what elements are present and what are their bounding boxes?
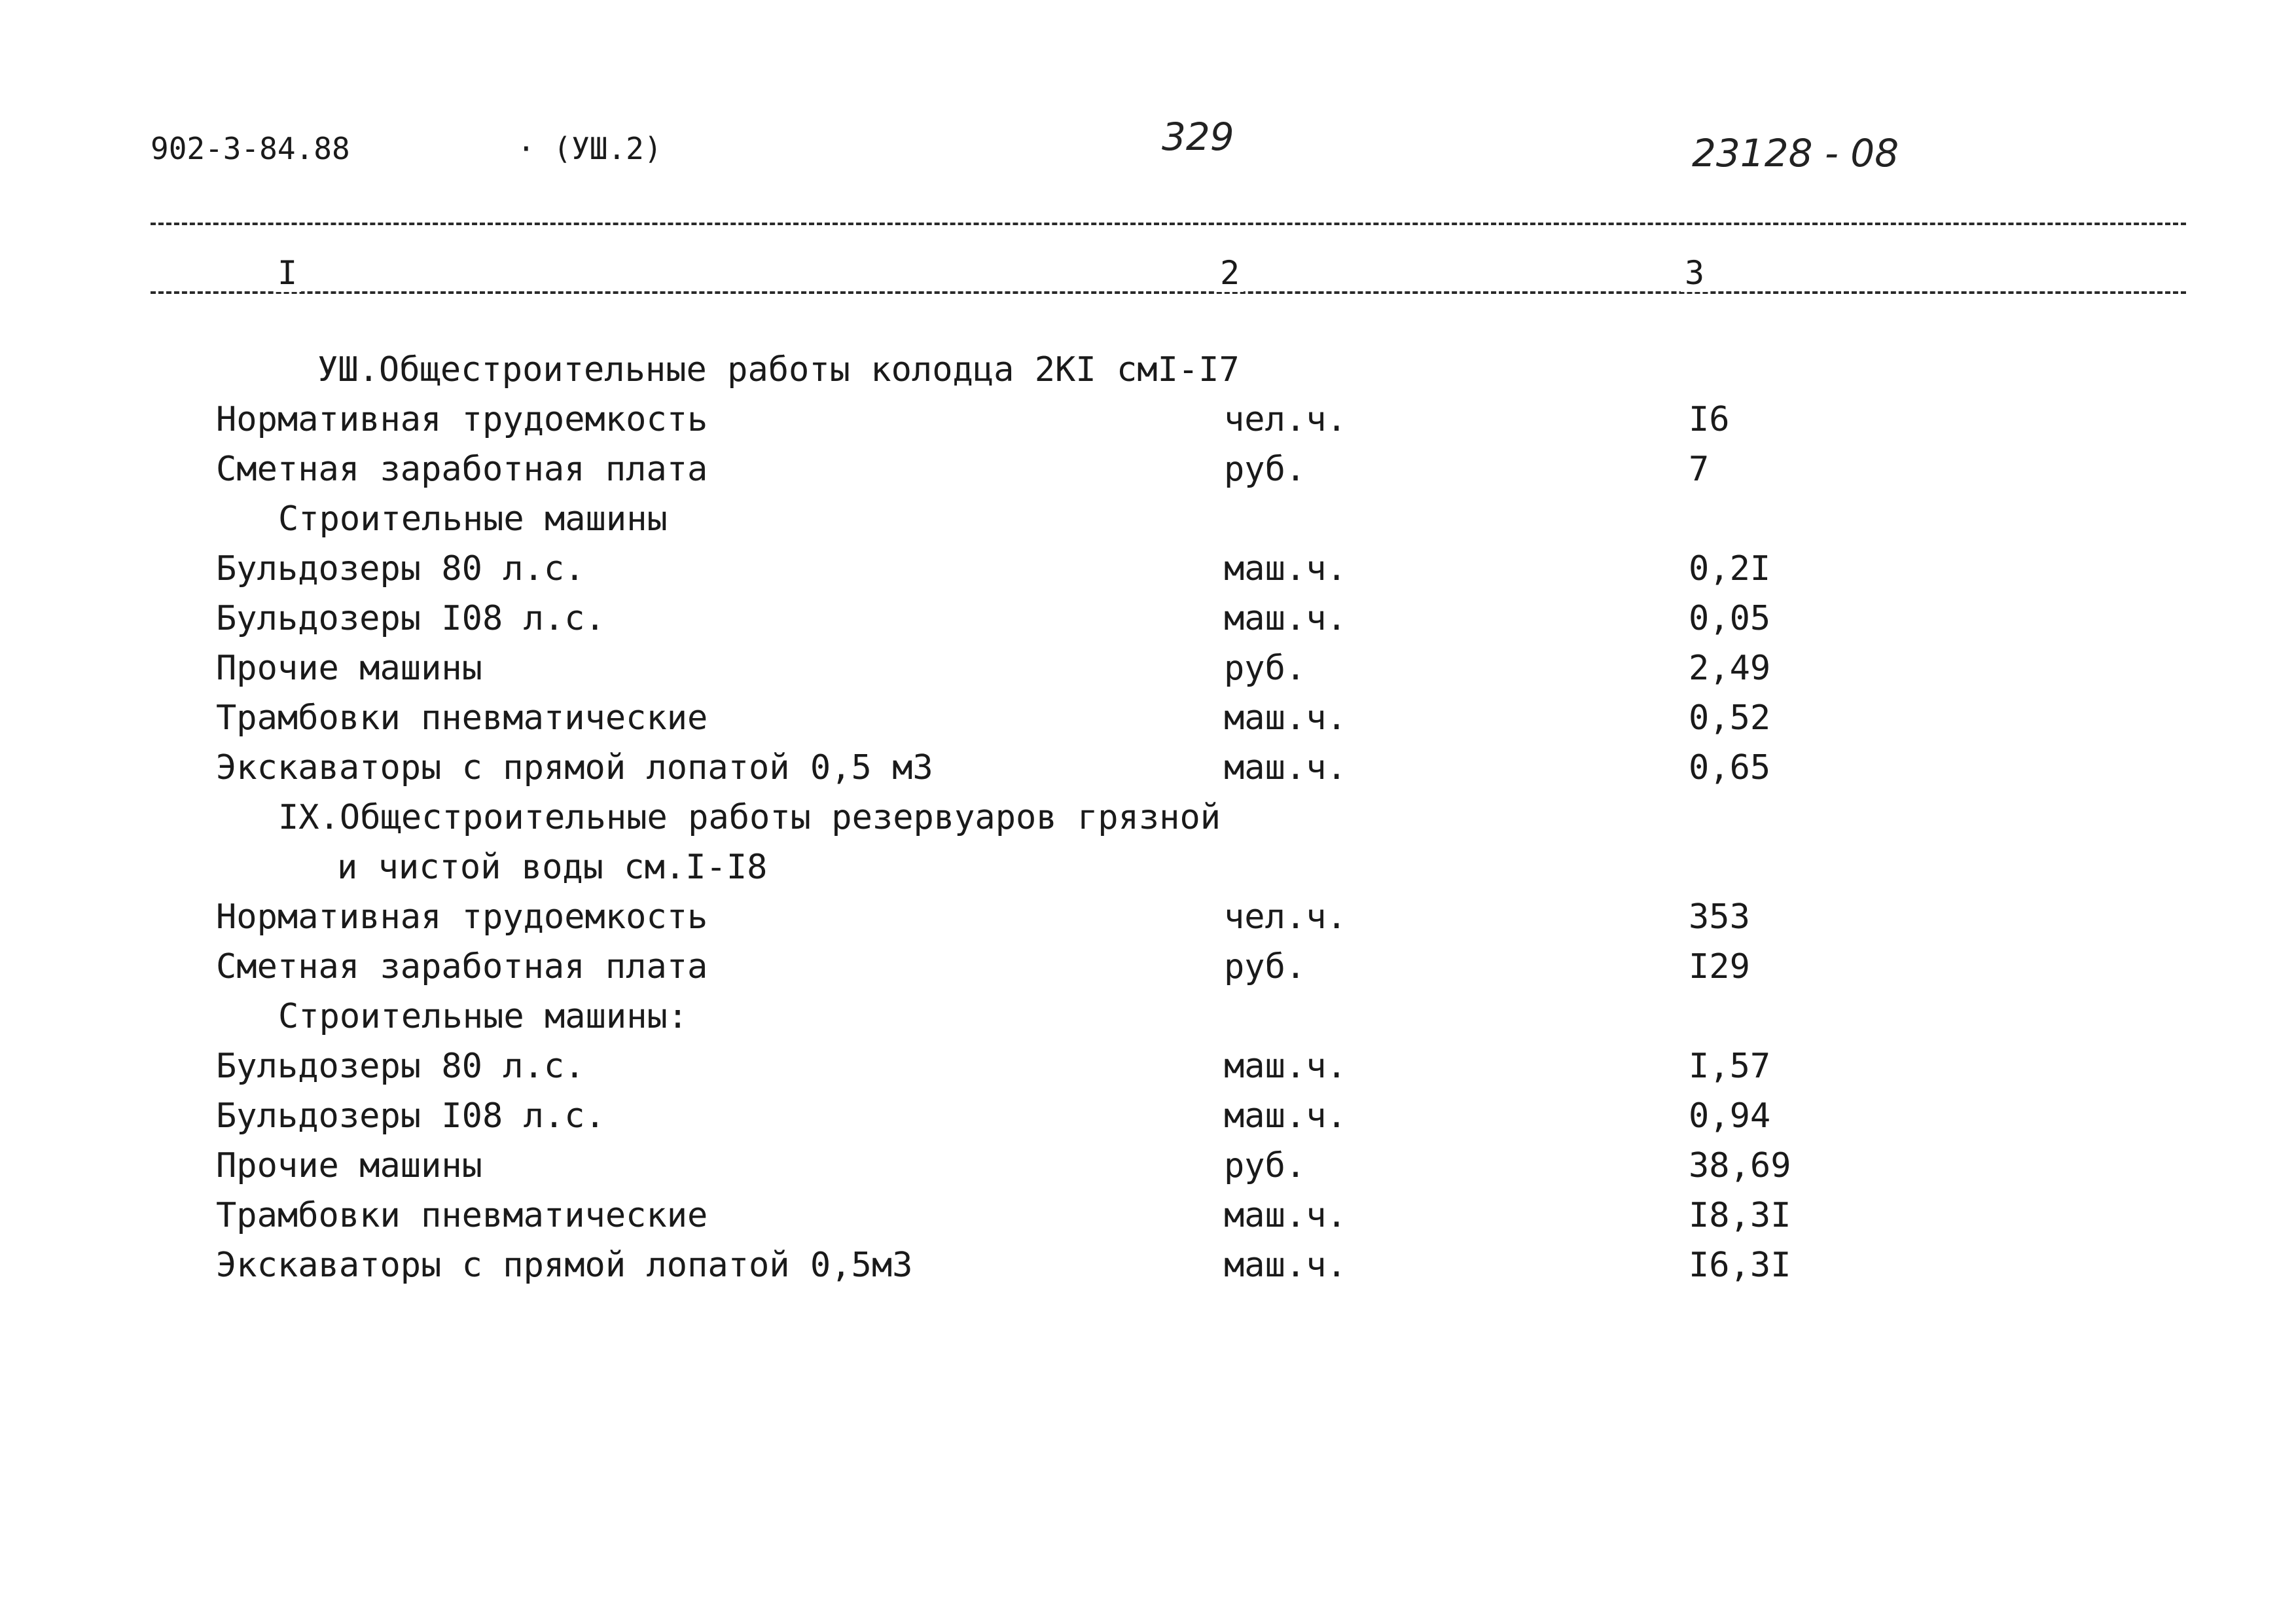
column-number-3: 3 — [1681, 254, 1708, 292]
table-row — [0, 1196, 2296, 1246]
section-heading: УШ.Общестроительные работы колодца 2КI смI-I7 — [317, 350, 1240, 389]
inventory-number: 23128 - 08 — [1692, 131, 1899, 175]
item-value: I6 — [1689, 400, 1730, 439]
item-value: I8,3I — [1689, 1196, 1791, 1235]
table-row — [0, 748, 2296, 798]
table-row — [0, 400, 2296, 450]
page-number: 329 — [1162, 115, 1234, 159]
column-number-1: I — [274, 254, 301, 292]
table-row — [0, 1096, 2296, 1146]
item-name: Бульдозеры I08 л.с. — [216, 599, 605, 638]
table-row — [0, 1047, 2296, 1096]
item-name: Сметная заработная плата — [216, 450, 708, 489]
section-reference: · (УШ.2) — [517, 131, 662, 166]
item-unit: чел.ч. — [1224, 400, 1347, 439]
document-code: 902-3-84.88 — [151, 131, 350, 166]
item-value: 7 — [1689, 450, 1710, 489]
item-unit: маш.ч. — [1224, 1196, 1347, 1235]
item-name: Трамбовки пневматические — [216, 698, 708, 738]
item-name: Нормативная трудоемкость — [216, 400, 708, 439]
item-value: 38,69 — [1689, 1146, 1791, 1185]
item-value: 0,65 — [1689, 748, 1771, 787]
subgroup-label: Строительные машины — [278, 499, 668, 539]
item-unit: руб. — [1224, 947, 1306, 986]
item-unit: маш.ч. — [1224, 748, 1347, 787]
table-row — [0, 450, 2296, 499]
table-row — [0, 798, 2296, 848]
item-name: Бульдозеры I08 л.с. — [216, 1096, 605, 1136]
table-header-rule — [151, 291, 2186, 294]
item-value: 2,49 — [1689, 649, 1771, 688]
table-row — [0, 997, 2296, 1047]
item-name: Трамбовки пневматические — [216, 1196, 708, 1235]
item-value: I6,3I — [1689, 1246, 1791, 1285]
item-name: Бульдозеры 80 л.с. — [216, 1047, 585, 1086]
section-heading: IX.Общестроительные работы резервуаров грязной — [278, 798, 1221, 837]
section-heading: и чистой воды см.I-I8 — [337, 848, 768, 887]
column-number-2: 2 — [1216, 254, 1244, 292]
table-row — [0, 499, 2296, 549]
item-unit: маш.ч. — [1224, 549, 1347, 588]
subgroup-label: Строительные машины: — [278, 997, 689, 1036]
table-row — [0, 350, 2296, 400]
item-unit: маш.ч. — [1224, 599, 1347, 638]
table-row — [0, 698, 2296, 748]
item-unit: маш.ч. — [1224, 1246, 1347, 1285]
item-unit: руб. — [1224, 450, 1306, 489]
table-row — [0, 1146, 2296, 1196]
item-value: 0,52 — [1689, 698, 1771, 738]
table-row — [0, 1246, 2296, 1295]
table-row — [0, 897, 2296, 947]
item-unit: чел.ч. — [1224, 897, 1347, 937]
table-top-rule — [151, 223, 2186, 225]
item-unit: маш.ч. — [1224, 1096, 1347, 1136]
item-name: Экскаваторы с прямой лопатой 0,5м3 — [216, 1246, 913, 1285]
item-value: 0,94 — [1689, 1096, 1771, 1136]
item-value: I29 — [1689, 947, 1750, 986]
item-name: Прочие машины — [216, 649, 482, 688]
item-value: 0,05 — [1689, 599, 1771, 638]
table-row — [0, 599, 2296, 649]
item-name: Прочие машины — [216, 1146, 482, 1185]
item-unit: руб. — [1224, 649, 1306, 688]
item-unit: руб. — [1224, 1146, 1306, 1185]
item-unit: маш.ч. — [1224, 698, 1347, 738]
item-value: I,57 — [1689, 1047, 1771, 1086]
table-row — [0, 947, 2296, 997]
item-name: Сметная заработная плата — [216, 947, 708, 986]
item-value: 0,2I — [1689, 549, 1771, 588]
item-name: Нормативная трудоемкость — [216, 897, 708, 937]
table-row — [0, 848, 2296, 897]
item-unit: маш.ч. — [1224, 1047, 1347, 1086]
table-row — [0, 649, 2296, 698]
item-name: Бульдозеры 80 л.с. — [216, 549, 585, 588]
item-name: Экскаваторы с прямой лопатой 0,5 м3 — [216, 748, 933, 787]
table-row — [0, 549, 2296, 599]
item-value: 353 — [1689, 897, 1750, 937]
